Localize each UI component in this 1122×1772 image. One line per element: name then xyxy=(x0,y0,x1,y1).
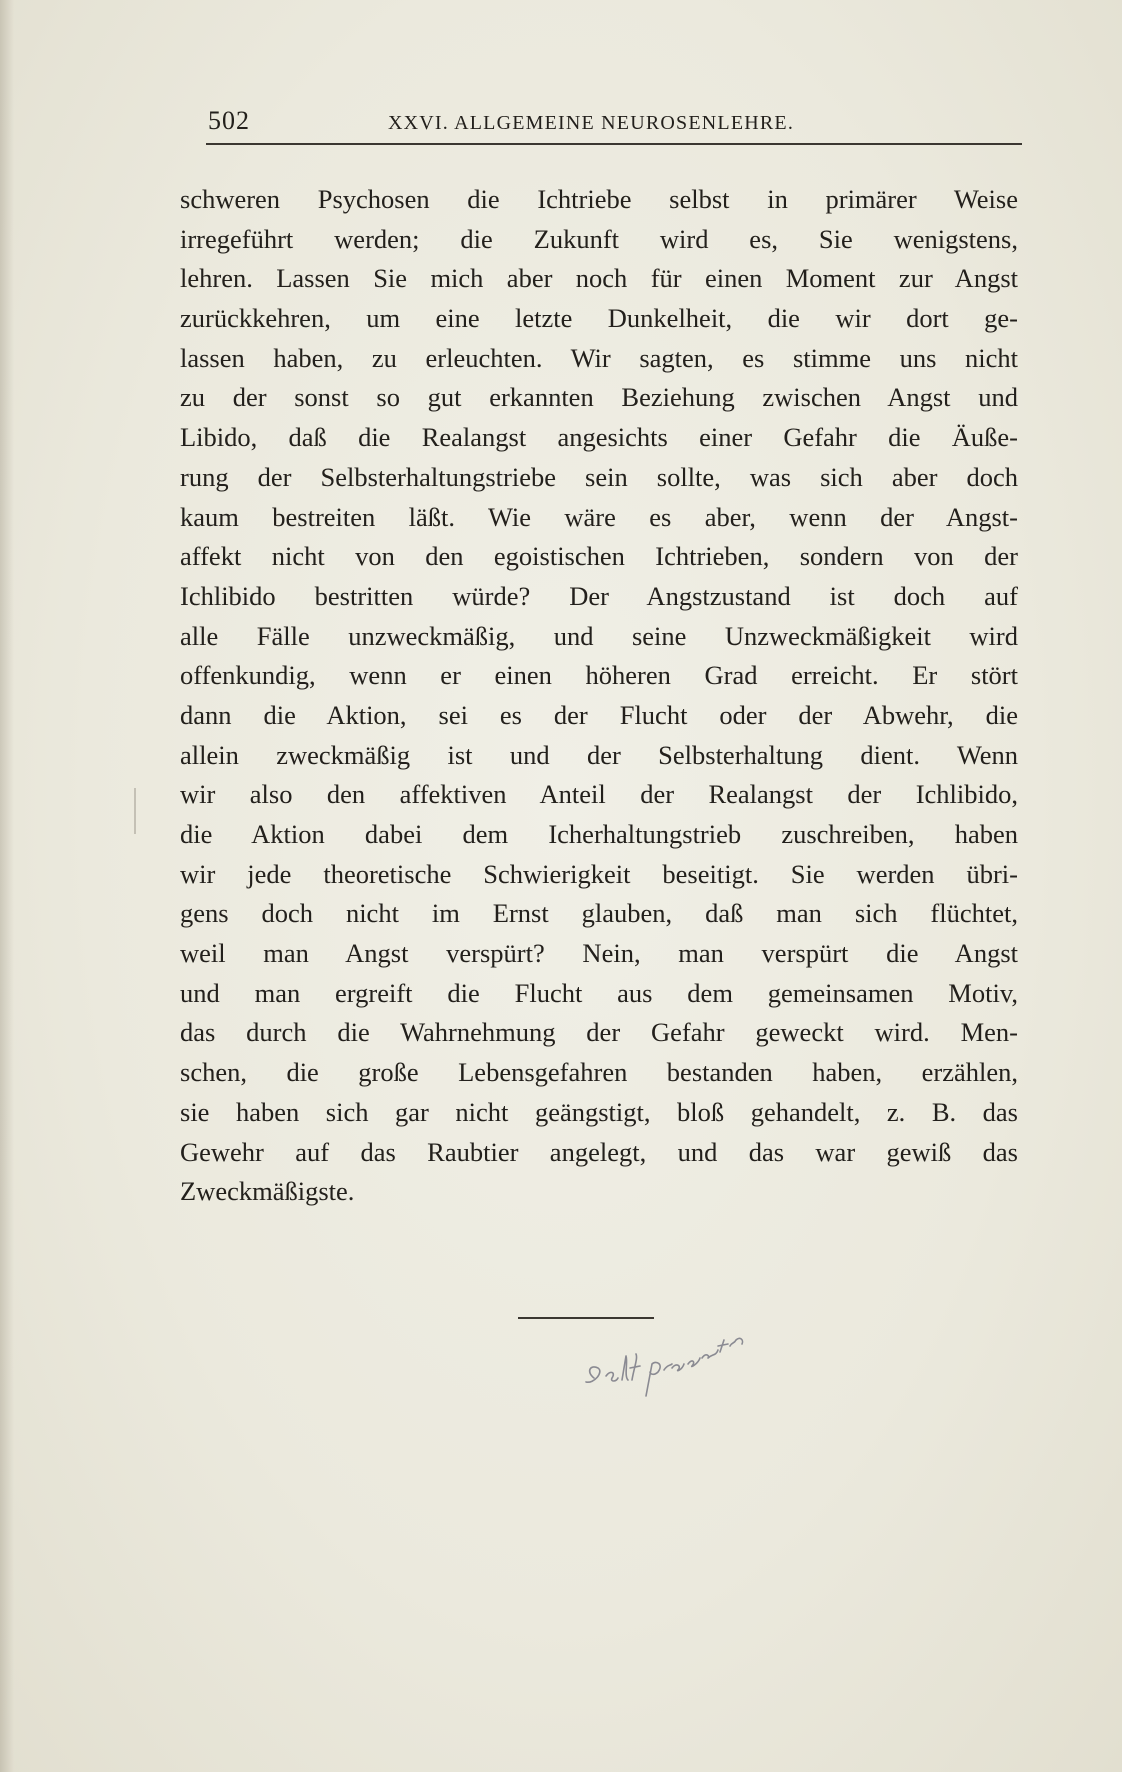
text-line: Gewehr auf das Raubtier angelegt, und das war gewiß das xyxy=(180,1136,1018,1167)
handwritten-note xyxy=(572,1320,772,1400)
header-rule xyxy=(206,143,1022,145)
chapter-end-rule xyxy=(518,1317,654,1319)
text-line: schweren Psychosen die Ichtriebe selbst in primärer Weise xyxy=(180,184,1018,214)
text-line: sie haben sich gar nicht geängstigt, bloß gehandelt, z. B. das xyxy=(180,1096,1018,1127)
text-line: lehren. Lassen Sie mich aber noch für einen Moment zur Angst xyxy=(180,263,1018,294)
text-line: das durch die Wahrnehmung der Gefahr geweckt wird. Men- xyxy=(180,1017,1018,1048)
text-line: zu der sonst so gut erkannten Beziehung zwischen Angst und xyxy=(180,382,1018,413)
text-line: Libido, daß die Realangst angesichts einer Gefahr die Äuße- xyxy=(180,422,1018,453)
margin-pencil-mark xyxy=(134,788,136,834)
body-text xyxy=(180,180,1018,1212)
text-line: lassen haben, zu erleuchten. Wir sagten, es stimme uns nicht xyxy=(180,342,1018,373)
text-line: irregeführt werden; die Zukunft wird es, Sie wenigstens, xyxy=(180,223,1018,254)
text-line: die Aktion dabei dem Icherhaltungstrieb zuschreiben, haben xyxy=(180,819,1018,849)
text-line: alle Fälle unzweckmäßig, und seine Unzweckmäßigkeit wird xyxy=(180,620,1018,651)
running-head: XXVI. ALLGEMEINE NEUROSENLEHRE. xyxy=(388,112,795,134)
text-line: weil man Angst verspürt? Nein, man verspürt die Angst xyxy=(180,938,1018,969)
text-line: offenkundig, wenn er einen höheren Grad erreicht. Er stört xyxy=(180,660,1018,691)
text-line: wir jede theoretische Schwierigkeit beseitigt. Sie werden übri- xyxy=(180,858,1018,889)
text-line: kaum bestreiten läßt. Wie wäre es aber, wenn der Angst- xyxy=(180,501,1018,532)
text-line: Ichlibido bestritten würde? Der Angstzustand ist doch auf xyxy=(180,580,1018,611)
text-line: und man ergreift die Flucht aus dem gemeinsamen Motiv, xyxy=(180,977,1018,1008)
text-line: wir also den affektiven Anteil der Realangst der Ichlibido, xyxy=(180,779,1018,810)
text-line-last: Zweckmäßigste. xyxy=(180,1176,355,1207)
page-header xyxy=(208,106,1020,146)
text-line: dann die Aktion, sei es der Flucht oder der Abwehr, die xyxy=(180,699,1018,730)
page-number: 502 xyxy=(208,106,250,135)
text-line: zurückkehren, um eine letzte Dunkelheit, die wir dort ge- xyxy=(180,303,1018,334)
text-line: gens doch nicht im Ernst glauben, daß man sich flüchtet, xyxy=(180,898,1018,929)
text-line: schen, die große Lebensgefahren bestanden haben, erzählen, xyxy=(180,1057,1018,1088)
text-line: allein zweckmäßig ist und der Selbsterhaltung dient. Wenn xyxy=(180,739,1018,770)
binding-shadow xyxy=(0,0,14,1772)
text-line: rung der Selbsterhaltungstriebe sein sollte, was sich aber doch xyxy=(180,461,1018,492)
text-line: affekt nicht von den egoistischen Ichtrieben, sondern von der xyxy=(180,541,1018,572)
